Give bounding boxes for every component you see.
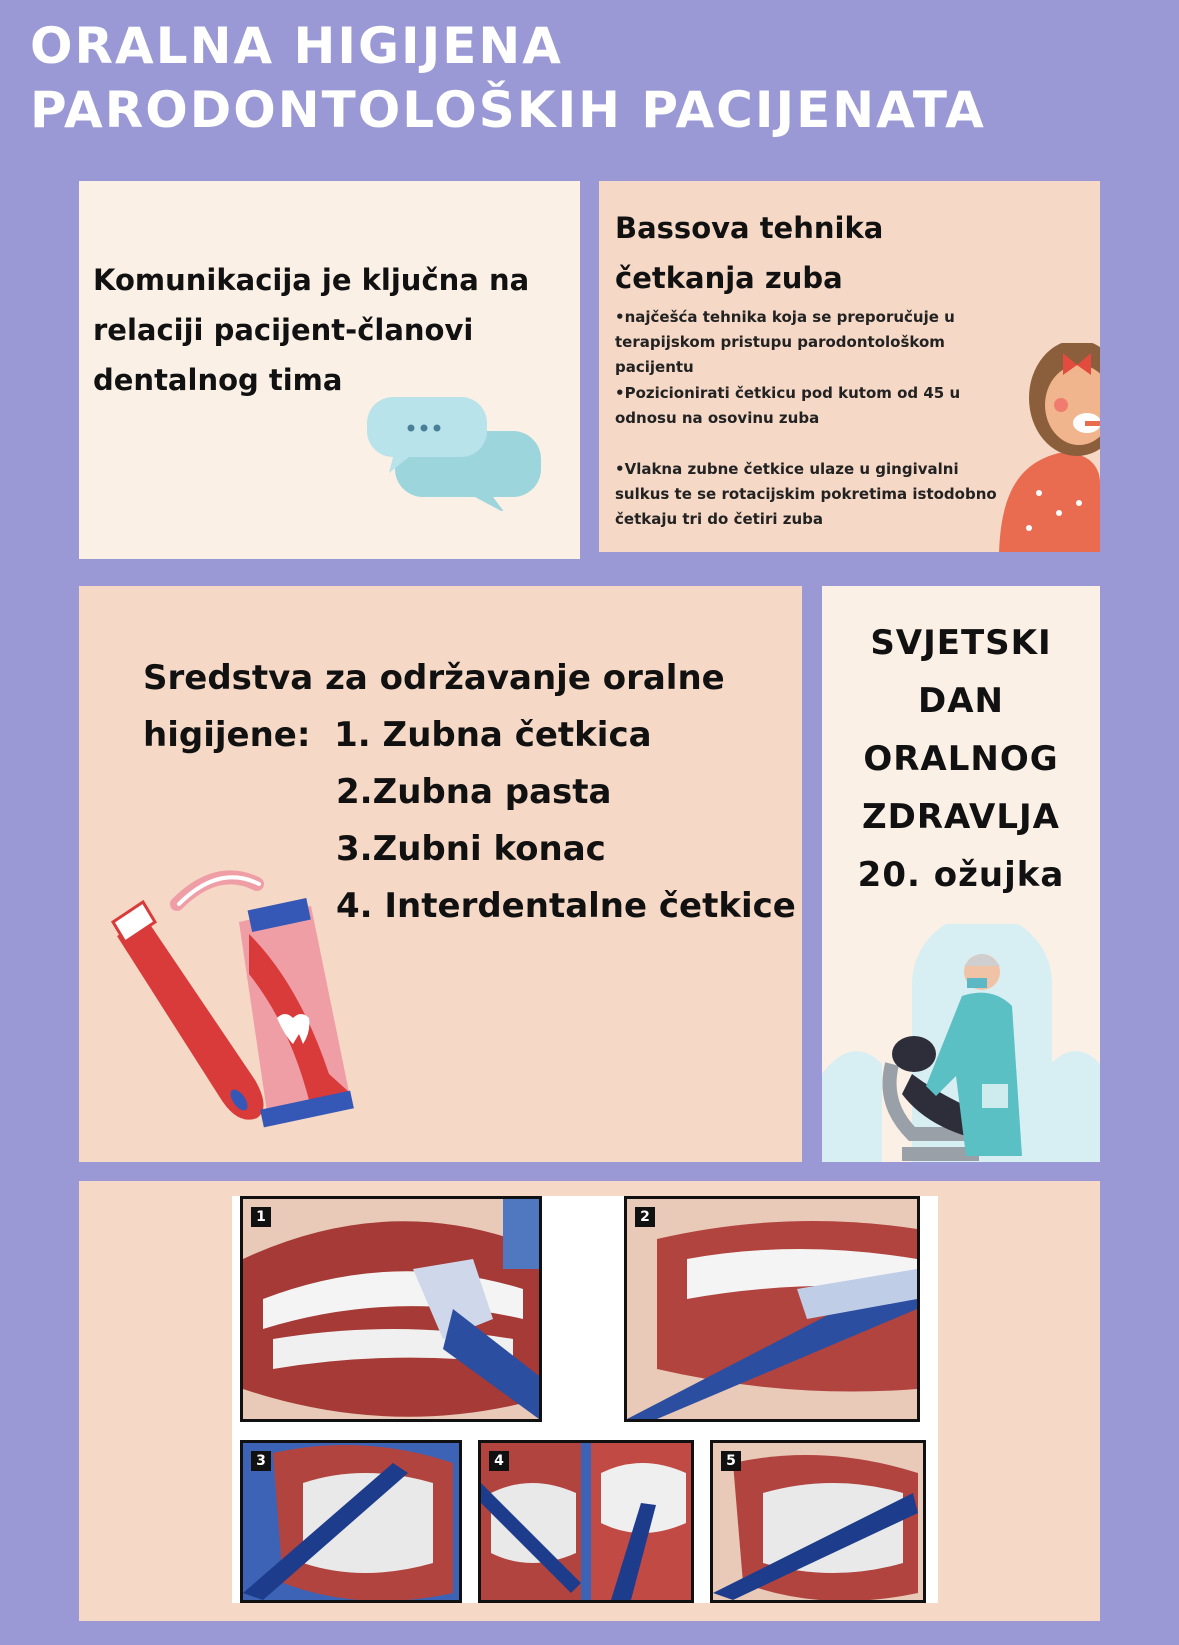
tool-item: 1. Zubna četkica bbox=[334, 715, 652, 755]
speech-bubbles-icon bbox=[363, 391, 543, 511]
teeth-brush-step-illustration bbox=[243, 1199, 539, 1419]
teeth-brush-step-illustration bbox=[627, 1199, 917, 1419]
brushing-steps-card bbox=[79, 1181, 1100, 1621]
bass-technique-card bbox=[599, 181, 1100, 552]
world-day-date: 20. ožujka bbox=[857, 855, 1065, 895]
toothbrush-and-toothpaste-icon bbox=[99, 864, 379, 1144]
brushing-steps-photo bbox=[232, 1196, 938, 1603]
world-day-text bbox=[822, 614, 1100, 904]
tools-intro: higijene: bbox=[143, 715, 311, 755]
dentist-with-patient-icon bbox=[822, 924, 1100, 1162]
step-number: 3 bbox=[251, 1451, 271, 1471]
hygiene-tools-card bbox=[79, 586, 802, 1162]
world-day-line: SVJETSKI bbox=[870, 623, 1052, 663]
tool-item: 4. Interdentalne četkice bbox=[336, 886, 796, 926]
step-number: 4 bbox=[489, 1451, 509, 1471]
communication-text: Komunikacija je ključna na relaciji pacijent-članovi dentalnog tima bbox=[93, 263, 530, 397]
step-panel bbox=[240, 1196, 542, 1422]
bass-point: •Vlakna zubne četkice ulaze u gingivalni sulkus te se rotacijskim pokretima istodobno četkaju tri do četiri zuba bbox=[615, 460, 997, 528]
step-number: 2 bbox=[635, 1207, 655, 1227]
tool-item: 2.Zubna pasta bbox=[336, 772, 612, 812]
bass-title: Bassova tehnika četkanja zuba bbox=[615, 211, 884, 295]
teeth-brush-step-illustration bbox=[243, 1443, 459, 1600]
tool-item: 3.Zubni konac bbox=[336, 829, 606, 869]
step-panel bbox=[710, 1440, 926, 1603]
page-title: ORALNA HIGIJENA PARODONTOLOŠKIH PACIJENATA bbox=[30, 17, 986, 139]
step-panel bbox=[240, 1440, 462, 1603]
world-oral-health-day-card bbox=[822, 586, 1100, 1162]
girl-brushing-teeth-icon bbox=[999, 343, 1100, 552]
communication-card bbox=[79, 181, 580, 559]
bass-point: •najčešća tehnika koja se preporučuje u terapijskom pristupu parodontološkom pacijentu bbox=[615, 308, 955, 376]
teeth-brush-step-illustration bbox=[713, 1443, 923, 1600]
step-panel bbox=[478, 1440, 694, 1603]
step-number: 1 bbox=[251, 1207, 271, 1227]
world-day-line: DAN bbox=[918, 681, 1004, 721]
world-day-line: ZDRAVLJA bbox=[861, 797, 1060, 837]
world-day-line: ORALNOG bbox=[863, 739, 1059, 779]
teeth-brush-step-illustration bbox=[481, 1443, 691, 1600]
bass-point: •Pozicionirati četkicu pod kutom od 45 u odnosu na osovinu zuba bbox=[615, 384, 961, 427]
step-panel bbox=[624, 1196, 920, 1422]
tools-intro: Sredstva za održavanje oralne bbox=[143, 658, 725, 698]
step-number: 5 bbox=[721, 1451, 741, 1471]
